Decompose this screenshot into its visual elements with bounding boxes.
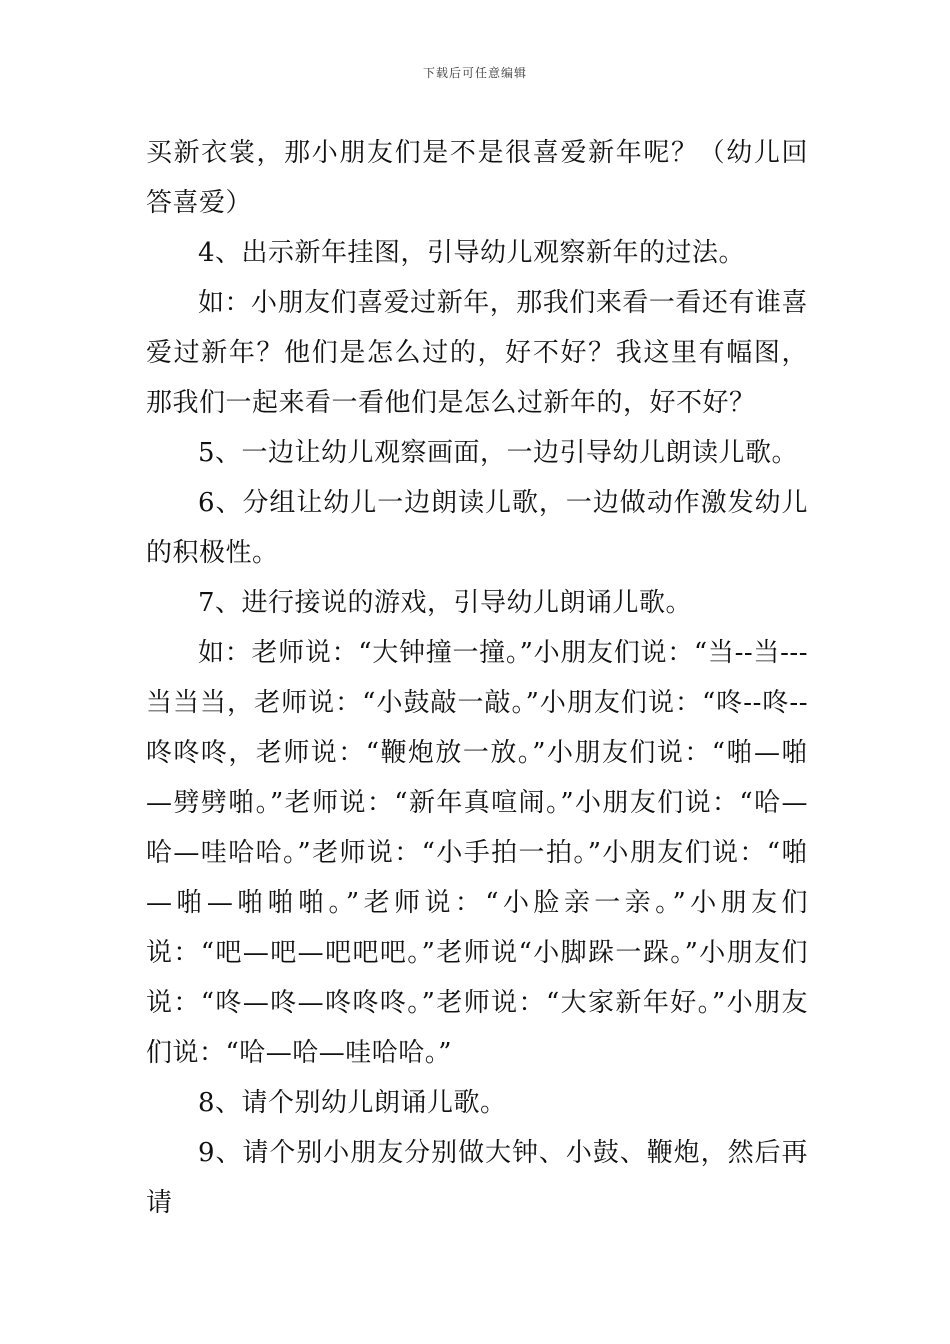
paragraph-step-8: 8、请个别幼儿朗诵儿歌。	[198, 1088, 507, 1118]
paragraph-step-5: 5、一边让幼儿观察画面，一边引导幼儿朗读儿歌。	[198, 438, 799, 468]
paragraph-step-7: 7、进行接说的游戏，引导幼儿朗诵儿歌。	[198, 588, 693, 618]
document-body	[146, 128, 808, 1228]
paragraph-step-4-example: 如：小朋友们喜爱过新年，那我们来看一看还有谁喜爱过新年？他们是怎么过的，好不好？我这里有幅图，那我们一起来看一看他们是怎么过新年的，好不好？	[146, 288, 808, 418]
paragraph-step-9: 9、请个别小朋友分别做大钟、小鼓、鞭炮，然后再请	[146, 1138, 808, 1218]
paragraph-step-6: 6、分组让幼儿一边朗读儿歌，一边做动作激发幼儿的积极性。	[146, 488, 808, 568]
paragraph-continuation: 买新衣裳，那小朋友们是不是很喜爱新年呢？（幼儿回答喜爱）	[146, 138, 808, 218]
paragraph-step-7-example: 如：老师说：“大钟撞一撞。”小朋友们说：“当--当---当当当，老师说：“小鼓敲一敲。”小朋友们说：“咚--咚--咚咚咚，老师说：“鞭炮放一放。”小朋友们说：“啪—啪—劈劈啪。”老师说：“新年真喧闹。”小朋友们说：“哈—哈—哇哈哈。”老师说：“小手拍一拍。”小朋友们说：“啪—啪—啪啪啪。”老师说：“小脸亲一亲。”小朋友们说：“吧—吧—吧吧吧。”老师说“小脚跺一跺。”小朋友们说：“咚—咚—咚咚咚。”老师说：“大家新年好。”小朋友们说：“哈—哈—哇哈哈。”	[146, 638, 808, 1068]
paragraph-step-4: 4、出示新年挂图，引导幼儿观察新年的过法。	[198, 238, 746, 268]
page-header-note: 下载后可任意编辑	[422, 66, 527, 80]
